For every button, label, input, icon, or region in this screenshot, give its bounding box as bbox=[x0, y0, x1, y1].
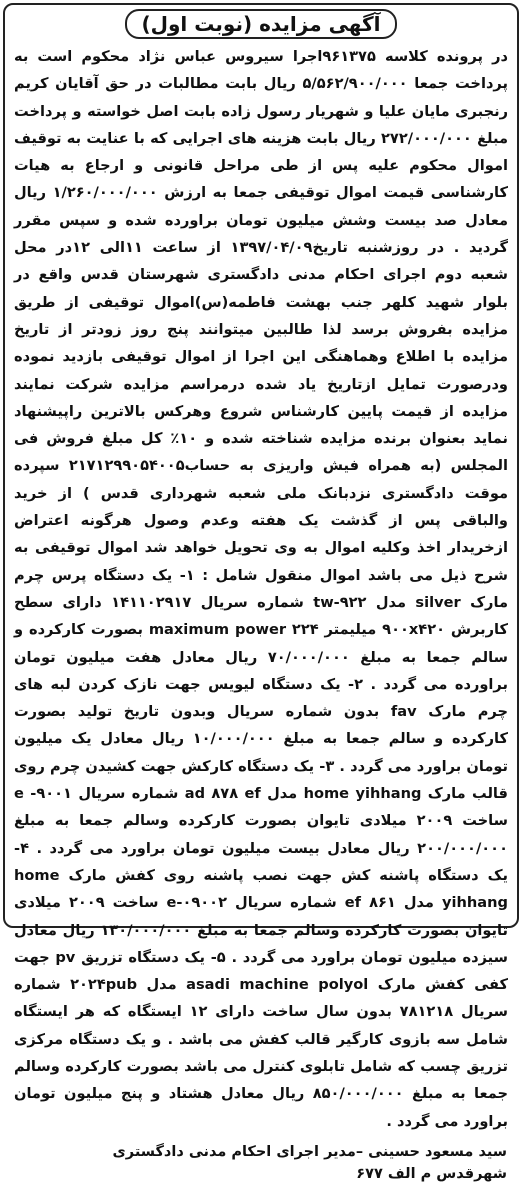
signature-line-1: سید مسعود حسینی –مدیر اجرای احکام مدنی دادگستری bbox=[112, 1143, 507, 1160]
notice-frame bbox=[3, 3, 519, 1182]
signature-line-2: شهرقدس م الف ۶۷۷ bbox=[356, 1165, 507, 1182]
notice-body bbox=[5, 39, 517, 1135]
notice-body-text: در پرونده کلاسه ۹۶۱۳۷۵اجرا سیروس عباس نژاد محکوم است به پرداخت جمعا ۵/۵۶۲/۹۰۰/۰۰۰ ریال بابت مطالبات در حق آقایان کریم رنجبری مایان علیا و شهریار رسول زاده بابت اصل خواسته و پرداخت مبلغ ۲۷۲/۰۰۰/۰۰۰ ریال بابت هزینه های اجرایی که با عنایت به توقیف اموال محکوم علیه پس از طی مراحل قانونی و ارجاع به هیات کارشناسی قیمت اموال توقیفی جمعا به ارزش ۱/۲۶۰/۰۰۰/۰۰۰ ریال معادل صد بیست وشش میلیون تومان براورده شده و سپس مقرر گردید . در روزشنبه تاریخ۱۳۹۷/۰۴/۰۹ از ساعت ۱۱الی ۱۲در محل شعبه دوم اجرای احکام مدنی دادگستری شهرستان قدس واقع در بلوار شهید کلهر جنب بهشت فاطمه(س)اموال توقیفی از طریق مزایده بفروش برسد لذا طالبین میتوانند پنج روز زودتر از تاریخ مزایده با اطلاع وهماهنگی این اجرا از اموال توقیفی بازدید نموده ودرصورت تمایل ازتاریخ یاد شده درمراسم مزایده شرکت نمایند مزایده از قیمت پایین کارشناس شروع وهرکس بالاترین راپیشنهاد نماید بعنوان برنده مزایده شناخته شده و ۱۰٪ کل مبلغ فروش فی المجلس (به همراه فیش واریزی به حساب۲۱۷۱۲۹۹۰۵۴۰۰۵ سپرده موقت دادگستری نزدبانک ملی شعبه شهرداری قدس ) از خرید والباقی پس از گذشت یک هفته وعدم وصول هرگونه اعتراض ازخریدار اخذ وکلیه اموال به وی تحویل خواهد شد اموال توقیفی به شرح ذیل می باشد اموال منقول شامل : ۱- یک دستگاه پرس چرم مارک silver مدل tw-۹۲۲ شماره سریال ۱۴۱۱۰۲۹۱۷ دارای سطح کاربرش ۹۰۰x۴۲۰ میلیمتر maximum power ۲۲۴ بصورت کارکرده و سالم جمعا به مبلغ ۷۰/۰۰۰/۰۰۰ ریال معادل هفت میلیون تومان براورده می گردد . ۲- یک دستگاه لیویس جهت نازک کردن لبه های چرم مارک fav بدون شماره سریال وبدون تاریخ تولید بصورت کارکرده و سالم جمعا به مبلغ ۱۰/۰۰۰/۰۰۰ ریال معادل یک میلیون تومان براورد می گردد . ۳- یک دستگاه کارکش جهت کشیدن چرم روی قالب مارک home yihhang مدل ad ۸۷۸ ef شماره سریال ۹۰۰۱- e ساخت ۲۰۰۹ میلادی تایوان بصورت کارکرده وسالم جمعا به مبلغ ۲۰۰/۰۰۰/۰۰۰ ریال معادل بیست میلیون تومان براورد می گردد . ۴- یک دستگاه پاشنه کش جهت نصب پاشنه روی کفش مارک home yihhang مدل ۸۶۱ ef شماره سریال e-۰۹۰۰۲ ساخت ۲۰۰۹ میلادی تایوان بصورت کارکرده وسالم جمعا به مبلغ ۱۳۰/۰۰۰/۰۰۰ ریال معادل سیزده میلیون تومان براورد می گردد . ۵- یک دستگاه تزریق pv جهت کفی کفش مارک asadi machine polyol مدل ۲۰۲۴pub شماره سریال ۷۸۱۲۱۸ بدون سال ساخت دارای ۱۲ ایستگاه که هر ایستگاه شامل سه بازوی کارگیر قالب کفش می باشد . و یک دستگاه مرکزی تزریق چسب که شامل تابلوی کنترل می باشد بصورت کارکرده وسالم جمعا به مبلغ ۸۵۰/۰۰۰/۰۰۰ ریال معادل هشتاد و پنج میلیون تومان براورد می گردد . bbox=[14, 48, 509, 1130]
signature-block bbox=[5, 1135, 517, 1185]
title-area bbox=[5, 9, 517, 39]
notice-title: آگهی مزایده (نوبت اول) bbox=[125, 9, 396, 39]
